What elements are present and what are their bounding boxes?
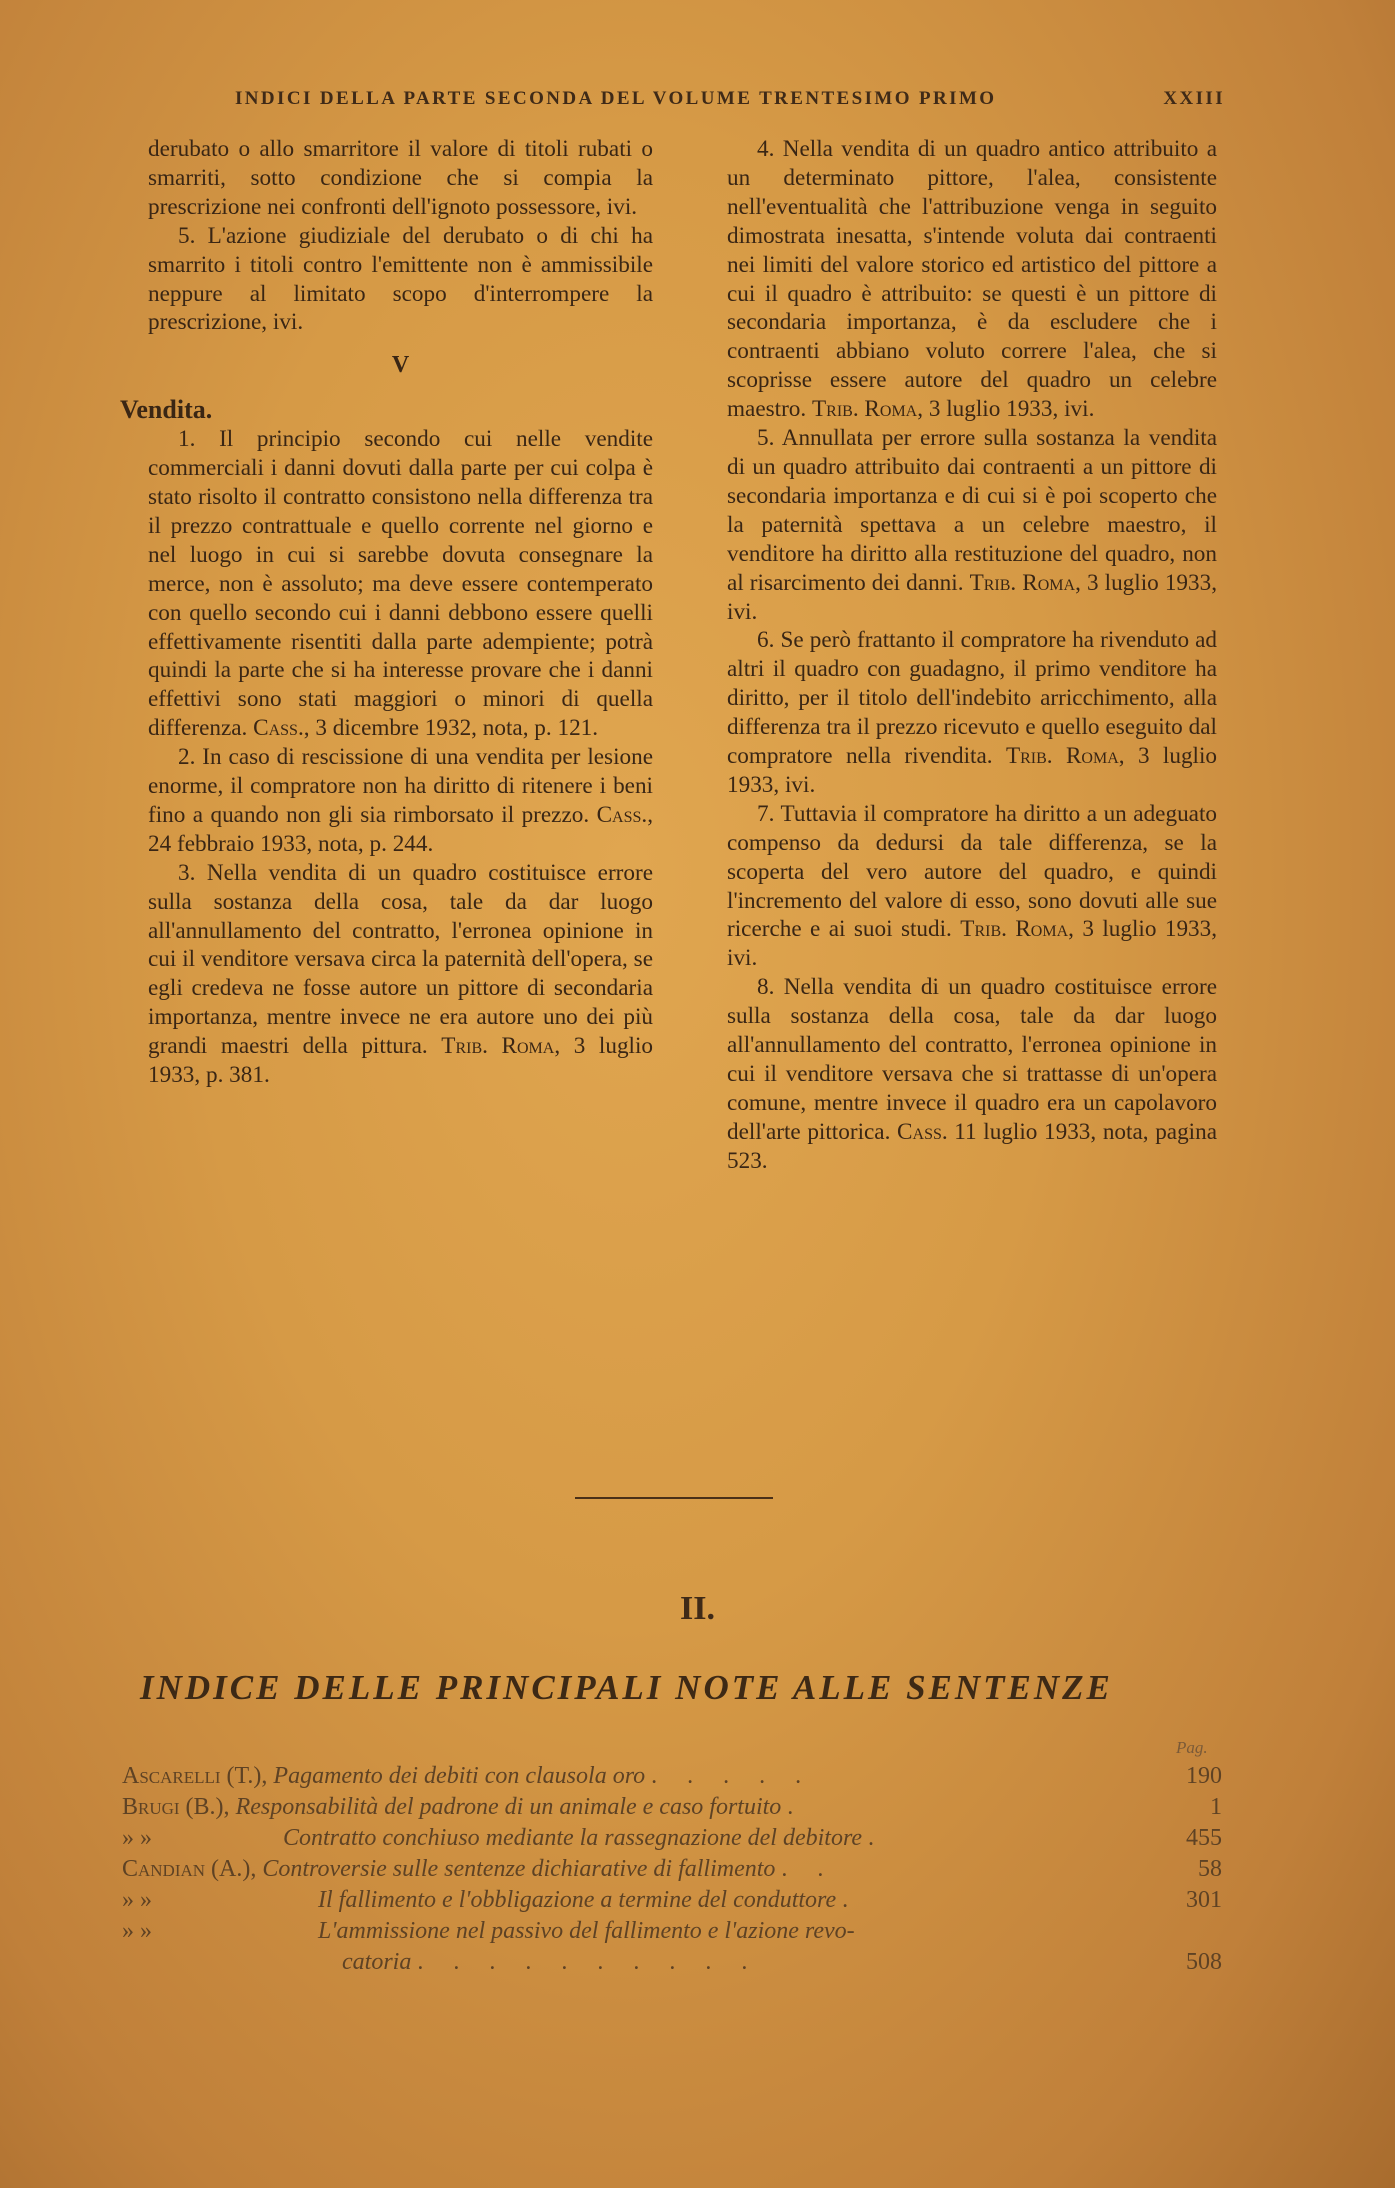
index-entry-title: Responsabilità del padrone di un animale e caso fortuito (235, 1794, 782, 1820)
right-column (727, 135, 1217, 1176)
paragraph-5-left: 5. L'azione giudiziale del derubato o di chi ha smarrito i titoli contro l'emittente non è ammissibile neppure al limitato scopo d'interrompere la prescrizione, ivi. (148, 222, 653, 336)
paragraph-7-ref: , 3 luglio 1933, ivi. (727, 916, 1218, 972)
paragraph-8-ref: 11 luglio 1933, nota, pagina 523. (727, 1118, 1217, 1174)
paragraph-3-ref: , 3 luglio 1933, p. 381. (148, 1033, 654, 1089)
part-title: INDICE DELLE PRINCIPALI NOTE ALLE SENTENZE (140, 1668, 1113, 1707)
index-entry (122, 1763, 1222, 1794)
section-number: V (391, 352, 410, 379)
paragraph-1 (148, 425, 653, 743)
index-entry-dots: . . (781, 1856, 836, 1882)
paragraph-4 (727, 135, 1217, 424)
index-entry (122, 1794, 1222, 1825)
section-divider-rule (575, 1497, 773, 1499)
index-entry (122, 1887, 1222, 1918)
index-entry (122, 1918, 1222, 1949)
paragraph-2-court: Cass. (596, 801, 648, 828)
index-entry (122, 1949, 1222, 1980)
index-entry-title: L'ammissione nel passivo del fallimento e l'azione revo- (318, 1918, 855, 1944)
paragraph-1-text: 1. Il principio secondo cui nelle vendite commerciali i danni dovuti dalla parte per cui colpa è stato risolto il contratto consistono nella differenza tra il prezzo contrattuale e quello corrente nel giorno e nel luogo in cui si sarebbe dovuta consegnare la merce, non è assoluto; ma deve essere contemperato con quello secondo cui i danni debbono essere quelli effettivamente risentiti dalla parte adempiente; potrà quindi la parte che si ha interesse provare che i danni effettivi sono stati maggiori o minori di quella differenza. (148, 426, 653, 742)
index-entry-dots: . (868, 1825, 887, 1851)
paragraph-6-ref: , 3 luglio 1933, ivi. (727, 743, 1218, 798)
paragraph-5-ref: , 3 luglio 1933, ivi. (727, 569, 1217, 625)
index-entry-dots: . (842, 1887, 861, 1913)
paragraph-2-ref: , 24 febbraio 1933, nota, p. 244. (148, 801, 653, 857)
index-entry-title: Contratto conchiuso mediante la rassegnazione del debitore (283, 1825, 863, 1851)
paragraph-5-text: 5. Annullata per errore sulla sostanza la vendita di un quadro attribuito dai contraenti a un pittore di secondaria importanza e di cui si è poi scoperto che la paternità spettava a un celebre maestro, il venditore ha diritto alla restituzione del quadro, non al risarcimento dei danni. (727, 425, 1217, 596)
index-entry-author: Candian (A.), (122, 1856, 257, 1882)
paragraph-4-ref: , 3 luglio 1933, ivi. (917, 396, 1095, 423)
index-entry-author: » » (122, 1825, 152, 1851)
index-entry-page: 455 (1186, 1825, 1222, 1851)
paragraph-3-court: Trib. Roma (441, 1033, 555, 1060)
paragraph-6-text: 6. Se però frattanto il compratore ha rivenduto ad altri il quadro con guadagno, il primo venditore ha diritto, per il titolo dell'indebito arricchimento, alla differenza tra il prezzo ricevuto e quello eseguito dal compratore nella rivendita. (727, 627, 1217, 770)
paragraph-8 (727, 973, 1217, 1175)
index-entry-title: Pagamento dei debiti con clausola oro (273, 1763, 646, 1789)
index-entry-title: Il fallimento e l'obbligazione a termine del conduttore (318, 1887, 837, 1913)
paragraph-3 (148, 859, 653, 1090)
part-number: II. (680, 1590, 715, 1627)
running-head-title: INDICI DELLA PARTE SECONDA DEL VOLUME TRENTESIMO PRIMO (235, 88, 997, 109)
index-entry-page: 301 (1186, 1887, 1222, 1913)
paragraph-7-text: 7. Tuttavia il compratore ha diritto a un adeguato compenso da dedursi da tale differenza, se la scoperta del vero autore del quadro, e quindi l'incremento del valore di esso, sono dovuti alle sue ricerche e ai suoi studi. (727, 800, 1217, 943)
index-entry-title: Controversie sulle sentenze dichiarative di fallimento (262, 1856, 776, 1882)
paragraph-8-text: 8. Nella vendita di un quadro costituisce errore sulla sostanza della cosa, tale da dar luogo all'annullamento del contratto, l'erronea opinione in cui il venditore versava che si trattasse di un'opera comune, mentre invece il quadro era un capolavoro dell'arte pittorica. (727, 974, 1217, 1145)
paragraph-7 (727, 800, 1217, 973)
section-title: Vendita. (120, 395, 213, 425)
paragraph-2-text: 2. In caso di rescissione di una vendita per lesione enorme, il compratore non ha diritto di ritenere i beni fino a quando non gli sia rimborsato il prezzo. (148, 744, 653, 828)
paragraph-8-court: Cass. (897, 1118, 948, 1145)
paragraph-5-court: Trib. Roma (969, 569, 1076, 596)
index-entry-page: 58 (1198, 1856, 1222, 1882)
index-entry-dots: . . . . . (651, 1763, 814, 1789)
index-entry-dots: . . . . . . . . . . (417, 1949, 760, 1975)
paragraph-3-text: 3. Nella vendita di un quadro costituisce errore sulla sostanza della cosa, tale da dar luogo all'annullamento del contratto, l'erronea opinione in cui il venditore versava circa la paternità dell'opera, se egli credeva ne fosse autore un pittore di secondaria importanza, mentre invece ne era autore uno dei più grandi maestri della pittura. (148, 859, 653, 1060)
left-column (120, 135, 654, 1090)
index-entry-page: 1 (1210, 1794, 1222, 1820)
paragraph-6 (727, 626, 1217, 799)
index-entry-author: Brugi (B.), (122, 1794, 230, 1820)
index-entry-page: 508 (1186, 1949, 1222, 1975)
index-entry-title: catoria (342, 1949, 412, 1975)
paragraph-6-court: Trib. Roma (1005, 743, 1119, 770)
index-entry (122, 1856, 1222, 1887)
paragraph-4-court: Trib. Roma (812, 396, 918, 423)
page-column-label: Pag. (1176, 1738, 1208, 1757)
index-entry-author: » » (122, 1887, 152, 1913)
notes-index (122, 1763, 1222, 1980)
paragraph-5-right (727, 424, 1217, 626)
paragraph-4-text: 4. Nella vendita di un quadro antico attribuito a un determinato pittore, l'alea, consistente nell'eventualità che l'attribuzione venga in seguito dimostrata inesatta, s'intende voluta dai contraenti nei limiti del valore storico ed artistico del pittore a cui il quadro è attribuito: se questi è un pittore di secondaria importanza, è da escludere che i contraenti abbiano voluto correre l'alea, che si scoprisse essere autore del quadro un celebre maestro. (727, 136, 1217, 423)
index-entry-author: Ascarelli (T.), (122, 1763, 268, 1789)
index-entry-author: » » (122, 1918, 152, 1944)
index-entry-page: 190 (1186, 1763, 1222, 1789)
index-entry (122, 1825, 1222, 1856)
paragraph-7-court: Trib. Roma (960, 916, 1069, 943)
index-entry-dots: . (787, 1794, 806, 1820)
running-head (235, 88, 1225, 110)
paragraph-continued: derubato o allo smarritore il valore di titoli rubati o smarriti, sotto condizione che si compia la prescrizione nei confronti dell'ignoto possessore, ivi. (148, 136, 653, 220)
paragraph-1-court: Cass. (253, 715, 304, 742)
running-head-page-number: XXIII (1163, 88, 1225, 109)
paragraph-2 (148, 743, 653, 859)
paragraph-1-ref: , 3 dicembre 1932, nota, p. 121. (303, 715, 599, 742)
